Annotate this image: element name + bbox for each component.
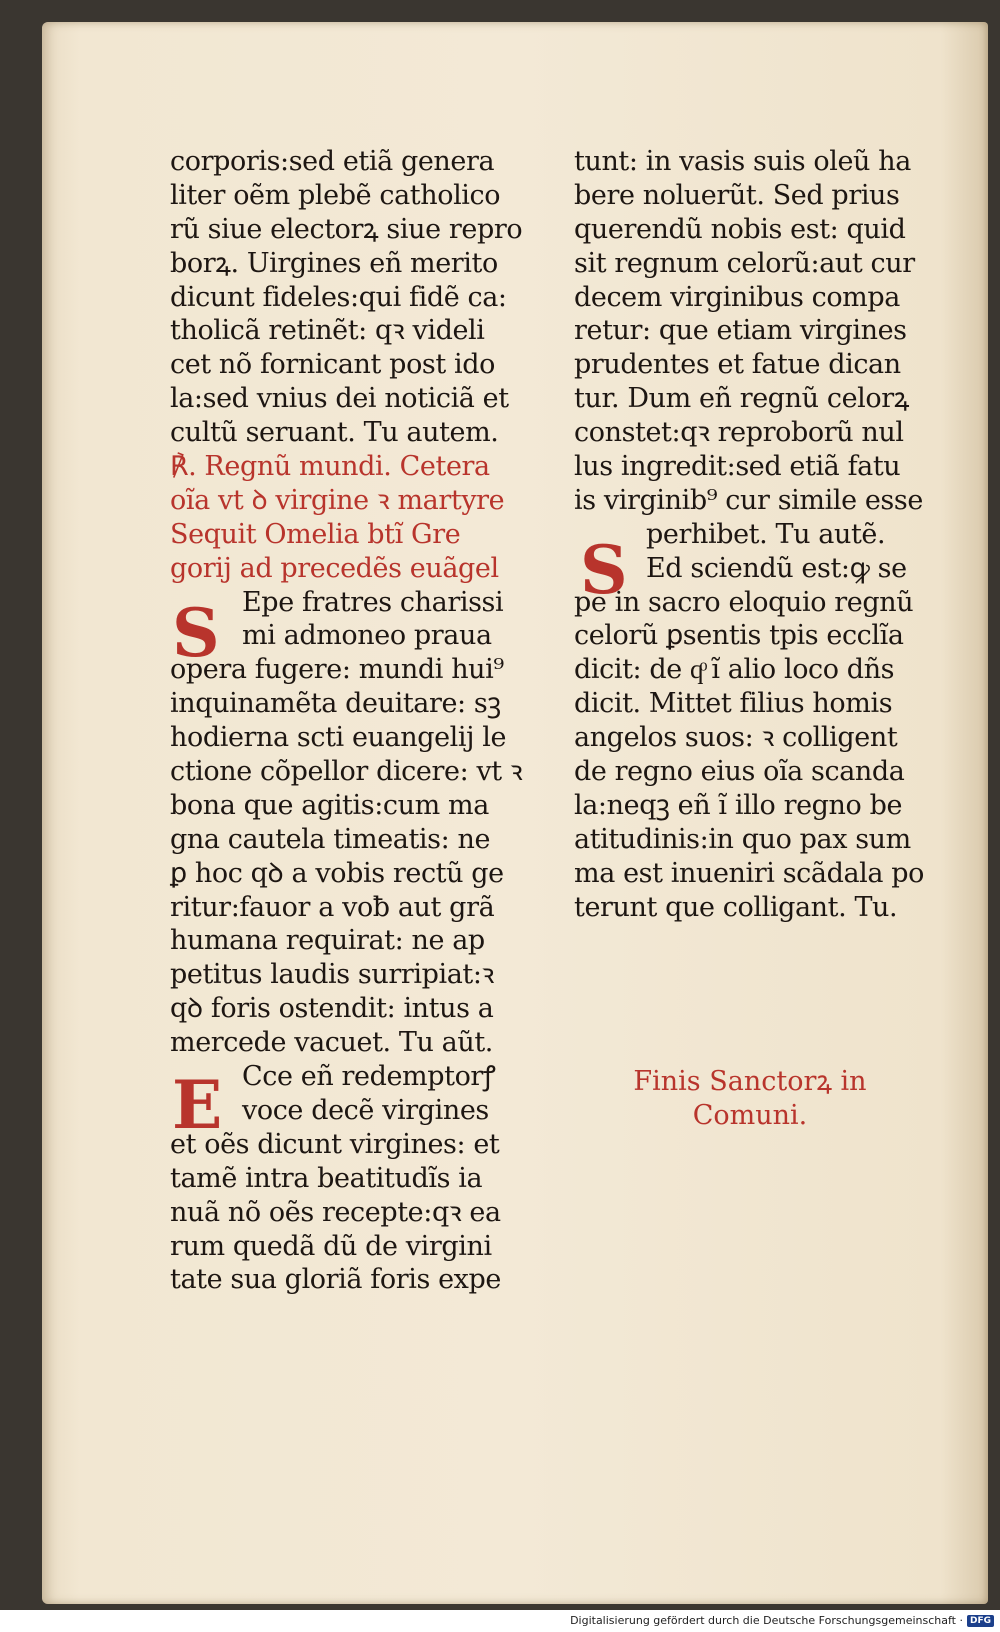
text-line: prudentes et fatue dican	[574, 349, 901, 381]
text-line: bona que agitis:cum ma	[170, 789, 489, 821]
text-line: la:neqꝫ eñ ĩ illo regno be	[574, 789, 903, 821]
text-line: hodierna scti euangelij le	[170, 722, 507, 754]
text-line: constet:qꝛ reproborũ nul	[574, 417, 904, 449]
text-line: tate sua gloriã foris expe	[170, 1264, 501, 1296]
text-line: oĩa vt ꝺ virgine ꝛ martyre	[170, 484, 505, 516]
text-line: de regno eius oĩa scanda	[574, 756, 905, 788]
text-line: ℟. Regnũ mundi. Cetera	[170, 451, 490, 483]
text-line: angelos suos: ꝛ colligent	[574, 722, 898, 754]
text-line: voce decẽ virgines	[242, 1094, 489, 1126]
right-text-column	[574, 145, 962, 924]
text-line: qꝺ foris ostendit: intus a	[170, 993, 494, 1025]
text-line: gorij ad precedẽs euãgel	[170, 552, 499, 584]
text-line: dicunt fideles:qui fidẽ ca:	[170, 281, 507, 313]
text-line: humana requirat: ne ap	[170, 925, 485, 957]
left-text-column	[170, 145, 550, 1297]
text-line: petitus laudis surripiat:ꝛ	[170, 959, 494, 991]
text-line: liter oẽm plebẽ catholico	[170, 179, 501, 211]
text-line: nuã nõ oẽs recepte:qꝛ ea	[170, 1196, 501, 1228]
text-line: Cce eñ redemptorꝭ	[242, 1061, 496, 1093]
text-line: querendũ nobis est: quid	[574, 213, 906, 245]
text-line: pe in sacro eloquio regnũ	[574, 586, 914, 618]
colophon-line: Finis Sanctorꝝ in	[633, 1066, 867, 1097]
text-line: opera fugere: mundi hui⁹	[170, 654, 504, 686]
text-line: ritur:fauor a voƀ aut grã	[170, 891, 495, 923]
text-line: retur: que etiam virgines	[574, 315, 907, 347]
text-line: la:sed vnius dei noticiã et	[170, 383, 509, 415]
text-line: Sequit Omelia btĩ Gre	[170, 518, 461, 550]
text-line: cultũ seruant. Tu autem.	[170, 417, 499, 449]
text-line: rum quedã dũ de virgini	[170, 1230, 492, 1262]
text-line: perhibet. Tu autẽ.	[646, 518, 886, 550]
text-line: tur. Dum eñ regnũ celorꝝ	[574, 383, 909, 415]
text-line: Ed sciendũ est:ꝙ se	[646, 552, 907, 584]
text-line: ctione cõpellor dicere: vt ꝛ	[170, 756, 523, 788]
text-line: ma est inueniri scãdala po	[574, 857, 925, 889]
text-line: tunt: in vasis suis oleũ ha	[574, 146, 911, 177]
text-line: mercede vacuet. Tu aũt.	[170, 1027, 493, 1059]
text-line: sit regnum celorũ:aut cur	[574, 247, 915, 279]
text-line: mi admoneo praua	[242, 620, 492, 652]
text-line: lus ingredit:sed etiã fatu	[574, 451, 901, 483]
text-line: inquinamẽta deuitare: sꝫ	[170, 688, 501, 720]
text-line: dicit. Mittet filius homis	[574, 688, 893, 720]
colophon-line: Comuni.	[692, 1100, 808, 1131]
text-line: ꝑ hoc qꝺ a vobis rectũ ge	[170, 857, 504, 889]
decorated-initial-s: S	[580, 531, 628, 609]
credit-text: Digitalisierung gefördert durch die Deutsche Forschungsgemeinschaft ·	[570, 1614, 963, 1627]
text-line: Epe fratres charissi	[242, 586, 504, 618]
text-line: decem virginibus compa	[574, 281, 900, 313]
text-line: atitudinis:in quo pax sum	[574, 823, 911, 855]
text-line: celorũ ꝑsentis tpis ecclĩa	[574, 620, 904, 652]
colophon	[600, 1065, 900, 1133]
text-line: is virginib⁹ cur simile esse	[574, 484, 923, 516]
text-line: et oẽs dicunt virgines: et	[170, 1128, 500, 1160]
text-line: terunt que colligant. Tu.	[574, 891, 898, 923]
decorated-initial-e: E	[172, 1066, 223, 1144]
text-line: corporis:sed etiã genera	[170, 146, 495, 177]
text-line: bere noluerũt. Sed prius	[574, 179, 900, 211]
text-line: tamẽ intra beatitudĩs ia	[170, 1162, 483, 1194]
dfg-logo: DFG	[967, 1615, 994, 1627]
text-line: dicit: de qͦ ĩ alio loco dñs	[574, 654, 895, 686]
text-line: tholicã retinẽt: qꝛ videli	[170, 315, 485, 347]
text-line: rũ siue electorꝝ siue repro	[170, 213, 523, 245]
text-line: gna cautela timeatis: ne	[170, 823, 491, 855]
digitization-credit	[570, 1614, 994, 1627]
decorated-initial-s: S	[172, 594, 220, 672]
text-line: borꝝ. Uirgines eñ merito	[170, 247, 498, 279]
text-line: cet nõ fornicant post ido	[170, 349, 495, 381]
